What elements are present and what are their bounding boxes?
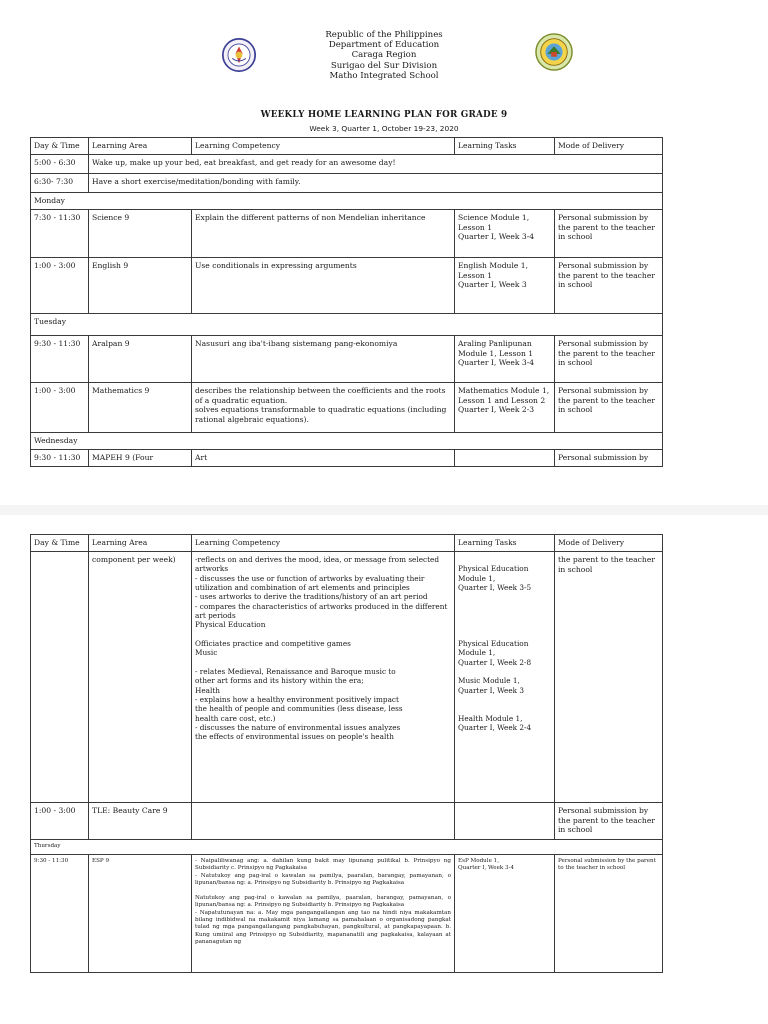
tasks-cell: Science Module 1, Lesson 1 Quarter I, Week 3-4 — [455, 210, 555, 258]
competency-cell: -reflects on and derives the mood, idea, or message from selected artworks - discusses the use or function of artworks by evaluating their utilization and combination of art elements and principles - uses artworks to derive the traditions/history of an art period - compares the characteristics of artworks produced in the different art periods Physical Education Officiates practice and competitive games Music - relates Medieval, Renaissance and Baroque music to other art forms and its history within the era; Health - explains how a healthy environment positively impact the health of people and communities (less disease, less health care cost, etc.) - discusses the nature of environmental issues analyzes the effects of environmental issues on people's health — [192, 552, 455, 803]
mode-cell: Personal submission by the parent to the teacher in school — [555, 258, 663, 314]
column-header: Day & Time — [31, 138, 89, 155]
mode-cell: the parent to the teacher in school — [555, 552, 663, 803]
tasks-cell: English Module 1, Lesson 1 Quarter I, Week 3 — [455, 258, 555, 314]
column-header: Learning Area — [89, 535, 192, 552]
column-header: Mode of Delivery — [555, 535, 663, 552]
competency-cell: describes the relationship between the coefficients and the roots of a quadratic equation. solves equations transformable to quadratic equations (including rational algebraic equations). — [192, 383, 455, 433]
tasks-cell: Araling Panlipunan Module 1, Lesson 1 Quarter I, Week 3-4 — [455, 336, 555, 383]
letterhead-line: Department of Education — [328, 40, 440, 51]
tasks-cell: EsP Module 1, Quarter I, Week 3-4 — [455, 855, 555, 973]
mode-cell: Personal submission by the parent to the teacher in school — [555, 383, 663, 433]
mode-cell: Personal submission by the parent to the teacher in school — [555, 336, 663, 383]
column-header: Mode of Delivery — [555, 138, 663, 155]
tasks-cell — [455, 450, 555, 467]
table-row — [31, 155, 663, 174]
day-label: Monday — [31, 193, 663, 210]
mode-cell: Personal submission by the parent to the teacher in school — [555, 803, 663, 840]
tasks-cell — [455, 803, 555, 840]
day-label: Wednesday — [31, 433, 663, 450]
competency-cell — [192, 803, 455, 840]
day-row — [31, 193, 663, 210]
document-subtitle: Week 3, Quarter 1, October 19-23, 2020 — [309, 124, 459, 133]
column-header: Learning Tasks — [455, 535, 555, 552]
column-header: Learning Competency — [192, 138, 455, 155]
table-row — [31, 803, 663, 840]
area-cell: ESP 9 — [89, 855, 192, 973]
time-cell: 7:30 - 11:30 — [31, 210, 89, 258]
document-title: WEEKLY HOME LEARNING PLAN FOR GRADE 9 — [260, 110, 508, 120]
area-cell: Mathematics 9 — [89, 383, 192, 433]
mode-cell: Personal submission by — [555, 450, 663, 467]
table-header-row — [31, 535, 663, 552]
routine-cell: Wake up, make up your bed, eat breakfast, and get ready for an awesome day! — [89, 155, 663, 174]
letterhead-line: Surigao del Sur Division — [330, 60, 438, 71]
table-row — [31, 383, 663, 433]
time-cell: 9:30 - 11:30 — [31, 855, 89, 973]
tasks-cell: Physical Education Module 1, Quarter I, Week 3-5 Physical Education Module 1, Quarter I, Week 2-8 Music Module 1, Quarter I, Week 3 Health Module 1, Quarter I, Week 2-4 — [455, 552, 555, 803]
routine-cell: Have a short exercise/meditation/bonding with family. — [89, 174, 663, 193]
table-row — [31, 210, 663, 258]
letterhead-line: Caraga Region — [351, 50, 417, 61]
time-cell: 1:00 - 3:00 — [31, 803, 89, 840]
table-row — [31, 855, 663, 973]
letterhead — [0, 30, 768, 81]
competency-cell: Use conditionals in expressing arguments — [192, 258, 455, 314]
mode-cell: Personal submission by the parent to the teacher in school — [555, 210, 663, 258]
area-cell: TLE: Beauty Care 9 — [89, 803, 192, 840]
competency-cell: Art — [192, 450, 455, 467]
column-header: Day & Time — [31, 535, 89, 552]
day-row — [31, 433, 663, 450]
table-row — [31, 450, 663, 467]
table-header-row — [31, 138, 663, 155]
column-header: Learning Tasks — [455, 138, 555, 155]
tasks-cell: Mathematics Module 1, Lesson 1 and Lesson 2 Quarter I, Week 2-3 — [455, 383, 555, 433]
area-cell: Aralpan 9 — [89, 336, 192, 383]
time-cell — [31, 552, 89, 803]
letterhead-line: Matho Integrated School — [329, 70, 439, 81]
time-cell: 1:00 - 3:00 — [31, 383, 89, 433]
area-cell: MAPEH 9 (Four — [89, 450, 192, 467]
area-cell: English 9 — [89, 258, 192, 314]
day-label: Thursday — [31, 840, 663, 855]
day-row — [31, 314, 663, 336]
time-cell: 1:00 - 3:00 — [31, 258, 89, 314]
letterhead-line: Republic of the Philippines — [325, 30, 443, 40]
area-cell: Science 9 — [89, 210, 192, 258]
time-cell: 5:00 - 6:30 — [31, 155, 89, 174]
table-row — [31, 174, 663, 193]
table-row — [31, 552, 663, 803]
column-header: Learning Area — [89, 138, 192, 155]
table-row — [31, 336, 663, 383]
mode-cell: Personal submission by the parent to the teacher in school — [555, 855, 663, 973]
area-cell: component per week) — [89, 552, 192, 803]
day-label: Tuesday — [31, 314, 663, 336]
competency-cell: Nasusuri ang iba't-ibang sistemang pang-ekonomiya — [192, 336, 455, 383]
time-cell: 9:30 - 11:30 — [31, 450, 89, 467]
column-header: Learning Competency — [192, 535, 455, 552]
time-cell: 6:30- 7:30 — [31, 174, 89, 193]
learning-plan-table-continued — [30, 534, 663, 973]
table-row — [31, 258, 663, 314]
competency-cell: Explain the different patterns of non Mendelian inheritance — [192, 210, 455, 258]
day-row — [31, 840, 663, 855]
page-separator — [0, 505, 768, 515]
learning-plan-table — [30, 137, 663, 467]
time-cell: 9:30 - 11:30 — [31, 336, 89, 383]
competency-cell: - Naipaliliwanag ang: a. dahilan kung bakit may lipunang pulitikal b. Prinsipyo ng Subsidiarity c. Prinsipyo ng Pagkakaisa - Natutukoy ang pag-iral o kawalan sa pamilya, paaralan, barangay, pamayanan, o lipunan/bansa ng: a. Prinsipyo ng Subsidiarity b. Prinsipyo ng Pagkakaisa Natutukoy ang pag-iral o kawalan sa pamilya, paaralan, barangay, pamayanan, o lipunan/bansa ng: a. Prinsipyo ng Subsidiarity b. Prinsipyo ng Pagkakaisa - Napatutunayan na: a. May mga pangangailangan ang tao na hindi niya makakamtan bilang indibidwal na makakamit niya lamang sa pamahalaan o organisadong pangkat tulad ng mga pangangailangang pangkabuhayan, pangkultural, at pangkapayapaan. b. Kung umiiral ang Prinsipyo ng Subsidiarity, mapananatili ang pagkakaisa, kalayaan at pananagutan ng — [192, 855, 455, 973]
